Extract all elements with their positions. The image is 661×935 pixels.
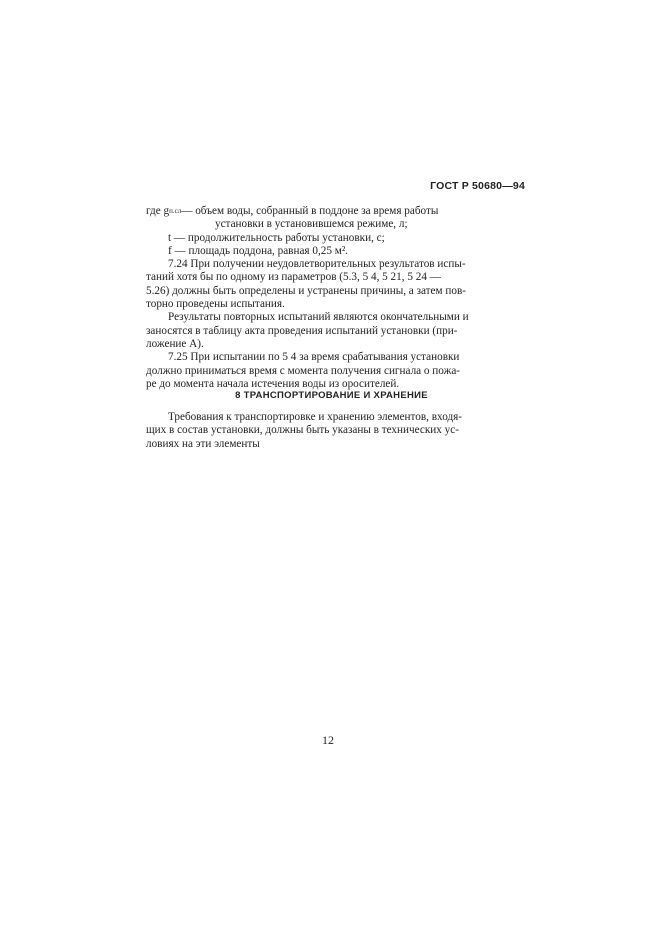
text-line: таний хотя бы по одному из параметров (5.3, 5 4, 5 21, 5 24 — [146, 271, 441, 284]
text-line: ловиях на эти элементы [146, 437, 260, 450]
clause-7-24: 7.24 При получении неудовлетворительных результатов испы- [168, 258, 466, 271]
document-code: ГОСТ Р 50680—94 [430, 180, 525, 192]
text-line: торно проведены испытания. [146, 298, 285, 311]
text-line: ре до момента начала истечения воды из оросителей. [146, 377, 400, 390]
clause-7-25: 7.25 При испытании по 5 4 за время срабатывания установки [168, 351, 460, 364]
text-line: Результаты повторных испытаний являются окончательными и [168, 311, 469, 324]
text-line: где g п.сл — объем воды, собранный в поддоне за время работы [146, 205, 439, 217]
text-line: 5.26) должны быть определены и устранены причины, а затем пов- [146, 284, 466, 297]
text-line: Требования к транспортировке и хранению элементов, входя- [168, 411, 463, 423]
text-line: установки в установившемся режиме, л; [215, 218, 408, 231]
text-line: должно приниматься время с момента получения сигнала о пожа- [146, 364, 461, 377]
text-line: щих в состав установки, должны быть указаны в технических ус- [146, 424, 459, 437]
text-line: заносятся в таблицу акта проведения испытаний установки (при- [146, 324, 458, 337]
text-line: ложение А). [146, 337, 204, 350]
section-7-text [146, 205, 517, 391]
text-line: t — продолжительность работы установки, с; [168, 231, 385, 244]
page-number: 12 [322, 733, 334, 747]
section-8-heading: 8 ТРАНСПОРТИРОВАНИЕ И ХРАНЕНИЕ [235, 390, 428, 401]
section-8-text [146, 411, 517, 451]
text-line: f — площадь поддона, равная 0,25 м². [168, 244, 348, 257]
